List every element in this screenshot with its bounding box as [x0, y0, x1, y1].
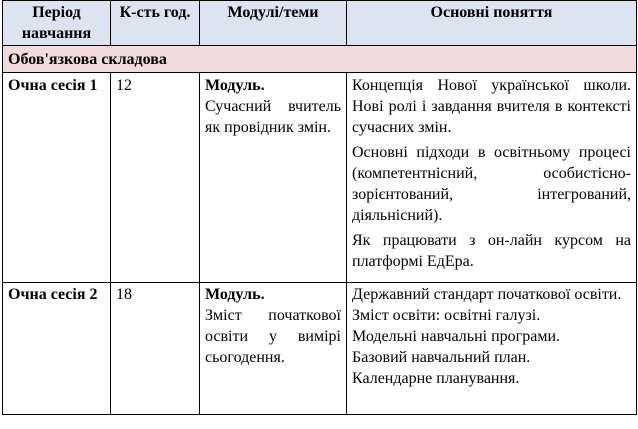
- concept-item: Календарне планування.: [352, 370, 520, 387]
- table-row: [3, 283, 637, 415]
- curriculum-table: [2, 0, 637, 415]
- header-period: Період навчання: [3, 1, 111, 46]
- concept-item: Державний стандарт початкової освіти.: [352, 286, 622, 303]
- concept-item: Базовий навчальний план.: [352, 349, 531, 366]
- section-title: Обов'язкова складова: [3, 46, 637, 73]
- row-concepts: [347, 73, 637, 283]
- module-label: Модуль.: [205, 286, 265, 303]
- module-label: Модуль.: [205, 77, 265, 94]
- concept-item: Зміст освіти: освітні галузі.: [352, 307, 541, 324]
- row-module: [200, 73, 347, 283]
- concept-item: Основні підходи в освітньому процесі (компетентнісний, особистісно-зорієнтований, інтегрований, діяльнісний).: [352, 144, 631, 224]
- header-concepts: Основні поняття: [347, 1, 637, 46]
- module-text: Сучасний вчитель як провідник змін.: [205, 98, 341, 136]
- header-hours: К-сть год.: [111, 1, 200, 46]
- module-text: Зміст початкової освіти у вимірі сьогодення.: [205, 307, 341, 366]
- concept-item: Як працювати з он-лайн курсом на платформі ЕдЕра.: [352, 232, 631, 270]
- row-concepts: [347, 283, 637, 415]
- row-hours: 12: [111, 73, 200, 283]
- section-row: [3, 46, 637, 73]
- row-hours: 18: [111, 283, 200, 415]
- concept-item: Модельні навчальні програми.: [352, 328, 560, 345]
- concept-item: Концепція Нової української школи. Нові ролі і завдання вчителя в контексті сучасних змін.: [352, 77, 631, 136]
- table-header-row: [3, 1, 637, 46]
- row-period: Очна сесія 1: [3, 73, 111, 283]
- row-module: [200, 283, 347, 415]
- row-period: Очна сесія 2: [3, 283, 111, 415]
- table-row: [3, 73, 637, 283]
- header-modules: Модулі/теми: [200, 1, 347, 46]
